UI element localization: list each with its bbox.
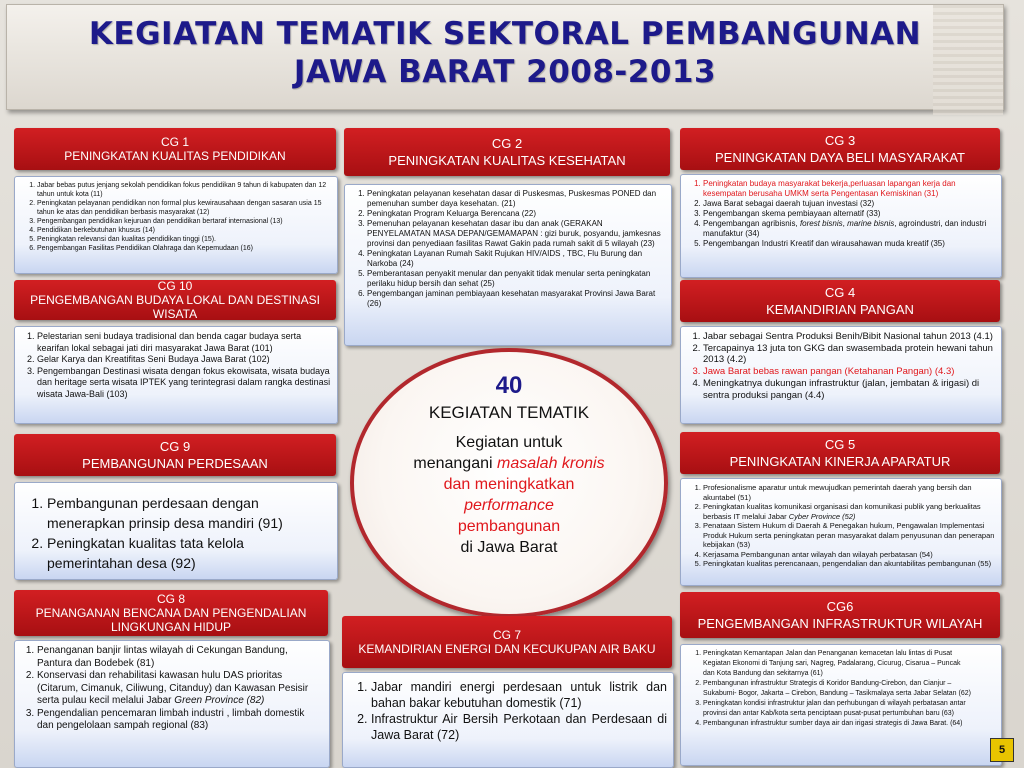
cg4-item: 1. Jabar sebagai Sentra Produksi Benih/Bibit Nasional tahun 2013 (4.1)	[703, 331, 995, 343]
decorative-stripes	[933, 5, 1003, 115]
cg8-item	[37, 670, 323, 708]
cg1-item: 2. Peningkatan pelayanan pendidikan non formal plus kewirausahaan dengan sasaran usia 15 tahun ke atas dan pendidikan berbasis masyarakat (12)	[37, 199, 331, 217]
cg1-code: CG 1	[160, 135, 189, 149]
cg9-list-box	[14, 482, 338, 580]
cg4-name: KEMANDIRIAN PANGAN	[766, 302, 914, 317]
cg5-item: 3. Penataan Sistem Hukum di Daerah & Penegakan hukum, Pengawalan Implementasi Produk Hukum serta peningkatan peran masyarakat dalam penyusunan dan penerapan kebijakan (53)	[703, 521, 995, 550]
cg5-item2-italic: Cyber Province (52)	[788, 511, 856, 521]
cg2-name: PENINGKATAN KUALITAS KESEHATAN	[388, 153, 626, 168]
cg10-list-box	[14, 326, 338, 424]
cg4-item: 4. Meningkatnya dukungan infrastruktur (jalan, jembatan & irigasi) di sentra produksi pangan (4.4)	[703, 378, 995, 401]
cg7-header	[342, 616, 672, 668]
cg2-header	[344, 128, 670, 176]
cg2-item: 6. Pengembangan jaminan pembiayaan kesehatan masyarakat Provinsi Jawa Barat (26)	[367, 289, 665, 309]
page-title-line1: KEGIATAN TEMATIK SEKTORAL PEMBANGUNAN	[88, 16, 922, 52]
cg9-code: CG 9	[159, 439, 191, 454]
cg5-item	[703, 502, 995, 521]
cg8-item2-text: Konservasi dan rehabilitasi kawasan hulu DAS prioritas (Citarum, Cimanuk, Ciliwung, Citanduy) dan Kawasan Pesisir serta pulau kecil melalui Jabar	[37, 670, 309, 706]
center-desc-highlight: performance	[464, 497, 554, 514]
cg8-list-box	[14, 640, 330, 768]
cg7-list-box	[342, 672, 674, 768]
cg10-item: 2. Gelar Karya dan Kreatifitas Seni Budaya Jawa Barat (102)	[37, 354, 331, 366]
cg3-item4-italic: marine bisnis	[847, 219, 895, 228]
cg8-header	[14, 590, 328, 636]
cg7-item: 1. Jabar mandiri energi perdesaan untuk listrik dan bahan bakar kebutuhan domestik (71)	[371, 679, 667, 711]
cg3-item: 2. Jawa Barat sebagai daerah tujuan investasi (32)	[703, 199, 995, 209]
cg1-name: PENINGKATAN KUALITAS PENDIDIKAN	[64, 149, 286, 163]
cg6-item: 1. Peningkatan Kemantapan Jalan dan Penanganan kemacetan lalu lintas di Pusat Kegiatan Ekonomi di Tanjung sari, Nagreg, Padalarang, Cicurug, Cisarua – Puncak dan Kota Bandung dan sekitarnya (61)	[703, 649, 971, 679]
cg3-item: 1. Peningkatan budaya masyarakat bekerja,perluasan lapangan kerja dan kesempatan berusaha UMKM serta Pengentasan Kemiskinan (31)	[703, 179, 995, 199]
cg2-item: 2. Peningkatan Program Keluarga Berencana (22)	[367, 209, 665, 219]
cg5-item: 4. Kerjasama Pembangunan antar wilayah dan wilayah perbatasan (54)	[703, 550, 995, 560]
cg3-item4-text: Pengembangan agribisnis,	[703, 219, 800, 228]
cg6-item: 4. Pembangunan infrastruktur sumber daya air dan irigasi strategis di Jawa Barat. (64)	[703, 719, 971, 729]
cg10-item: 3. Pengembangan Destinasi wisata dengan fokus ekowisata, wisata budaya dan heritage serta wisata IPTEK yang terintegrasi dalam rangka destinasi wisata Jawa-Bali (103)	[37, 366, 331, 401]
cg6-item: 2. Pembangunan infrastruktur Strategis di Koridor Bandung-Cirebon, dan Cianjur – Sukabumi- Bogor, Jakarta – Cirebon, Bandung – Tasikmalaya serta Jabar Selatan (62)	[703, 679, 971, 699]
cg8-item: 1. Penanganan banjir lintas wilayah di Cekungan Bandung, Pantura dan Bodebek (81)	[37, 645, 323, 670]
cg2-list-box	[344, 184, 672, 346]
cg5-header	[680, 432, 1000, 474]
cg5-list-box	[680, 478, 1002, 586]
cg2-item: 3. Pemenuhan pelayanan kesehatan dasar ibu dan anak (GERAKAN PENYELAMATAN MASA DEPAN/GEMAMAPAN : gizi buruk, posyandu, jamkesnas provinsi dan penyediaan fasilitas Rawat Gakin pada rumah sakit di 5 wilayah (23)	[367, 219, 665, 249]
center-description	[354, 432, 664, 558]
page-title-line2: JAWA BARAT 2008-2013	[293, 54, 717, 90]
center-desc-text: menangani	[413, 455, 497, 472]
cg8-item2-italic: Green Province (82)	[174, 695, 265, 706]
cg3-header	[680, 128, 1000, 170]
cg2-item: 4. Peningkatan Layanan Rumah Sakit Rujukan HIV/AIDS , TBC, Flu Burung dan Narkoba (24)	[367, 249, 665, 269]
cg3-code: CG 3	[824, 133, 856, 148]
center-desc-text: di Jawa Barat	[460, 539, 558, 556]
cg6-code: CG6	[826, 599, 854, 614]
cg7-name: KEMANDIRIAN ENERGI DAN KECUKUPAN AIR BAKU	[358, 642, 656, 656]
cg5-name: PENINGKATAN KINERJA APARATUR	[729, 454, 951, 469]
cg3-item4-italic: forest bisnis	[799, 219, 843, 228]
page-number: 5	[990, 738, 1014, 762]
center-title: KEGIATAN TEMATIK	[428, 403, 590, 422]
cg9-name: PEMBANGUNAN PERDESAAN	[82, 456, 268, 471]
center-desc-highlight: dan meningkatkan	[443, 476, 575, 493]
cg1-item: 5. Peningkatan relevansi dan kualitas pendidikan tinggi (15).	[37, 235, 331, 244]
cg8-name: PENANGANAN BENCANA DAN PENGENDALIAN LINGKUNGAN HIDUP	[35, 606, 307, 634]
cg3-item4-sep: ,	[842, 219, 848, 228]
cg3-item: 5. Pengembangan Industri Kreatif dan wirausahawan muda kreatif (35)	[703, 239, 995, 249]
cg1-header	[14, 128, 336, 170]
cg6-name: PENGEMBANGAN INFRASTRUKTUR WILAYAH	[697, 616, 983, 631]
cg4-list-box	[680, 326, 1002, 424]
cg10-header	[14, 280, 336, 320]
title-banner	[6, 4, 1004, 110]
cg3-list-box	[680, 174, 1002, 278]
cg4-code: CG 4	[824, 285, 856, 300]
cg10-name: PENGEMBANGAN BUDAYA LOKAL DAN DESTINASI WISATA	[30, 293, 320, 321]
cg9-item: 2. Peningkatan kualitas tata kelola pemerintahan desa (92)	[47, 533, 331, 573]
cg3-item4-text: , agroindustri, dan industri manufaktur (34)	[703, 219, 987, 238]
cg1-item: 4. Pendidikan berkebutuhan khusus (14)	[37, 226, 331, 235]
cg3-item: 3. Pengembangan skema pembiayaan alternatif (33)	[703, 209, 995, 219]
cg6-header	[680, 592, 1000, 638]
cg10-item: 1. Pelestarian seni budaya tradisional dan benda cagar budaya serta kearifan lokal sebagai jati diri masyarakat Jawa Barat (101)	[37, 331, 331, 354]
cg9-item: 1. Pembangunan perdesaan dengan menerapkan prinsip desa mandiri (91)	[47, 493, 331, 533]
cg5-item: 5. Peningkatan kualitas perencanaan, pengendalian dan akuntabilitas pembangunan (55)	[703, 559, 995, 569]
cg5-code: CG 5	[824, 437, 856, 452]
cg4-header	[680, 280, 1000, 322]
cg6-list-box	[680, 644, 1002, 766]
center-desc-highlight: masalah kronis	[497, 455, 605, 472]
cg4-item: 2. Tercapainya 13 juta ton GKG dan swasembada protein hewani tahun 2013 (4.2)	[703, 343, 995, 366]
thematic-count: 40	[495, 372, 523, 399]
cg2-item: 1. Peningkatan pelayanan kesehatan dasar di Puskesmas, Puskesmas PONED dan pemenuhan sumber daya kesehatan. (21)	[367, 189, 665, 209]
cg4-item: 3. Jawa Barat bebas rawan pangan (Ketahanan Pangan) (4.3)	[703, 366, 995, 378]
cg1-item: 1. Jabar bebas putus jenjang sekolah pendidikan fokus pendidikan 9 tahun di kabupaten dan 12 tahun untuk kota (11)	[37, 181, 331, 199]
cg2-code: CG 2	[491, 136, 523, 151]
cg7-item: 2. Infrastruktur Air Bersih Perkotaan dan Perdesaan di Jawa Barat (72)	[371, 711, 667, 743]
cg2-item: 5. Pemberantasan penyakit menular dan penyakit tidak menular serta peningkatan perilaku hidup bersih dan sehat (25)	[367, 269, 665, 289]
center-desc-highlight: pembangunan	[457, 518, 561, 535]
center-summary-circle	[350, 348, 668, 618]
cg3-name: PENINGKATAN DAYA BELI MASYARAKAT	[715, 150, 965, 165]
cg1-item: 3. Pengembangan pendidikan kejuruan dan pendidikan bertaraf internasional (13)	[37, 217, 331, 226]
cg8-code: CG 8	[156, 592, 185, 606]
center-desc-text: Kegiatan untuk	[455, 434, 563, 451]
cg10-code: CG 10	[157, 279, 193, 293]
cg5-item: 1. Profesionalisme aparatur untuk mewujudkan pemerintah daerah yang bersih dan akuntabel (51)	[703, 483, 995, 502]
cg6-item: 3. Peningkatan kondisi infrastruktur jalan dan perhubungan di wilayah perbatasan antar provinsi dan antar Kab/kota serta penciptaan pusat-pusat pertumbuhan baru (63)	[703, 699, 971, 719]
cg9-header	[14, 434, 336, 476]
cg1-item: 6. Pengembangan Fasilitas Pendidikan Olahraga dan Kepemudaan (16)	[37, 244, 331, 253]
cg5-item2-text: Peningkatan kualitas komunikasi organisasi dan komunikasi publik yang berkualitas berbasis IT melalui Jabar	[703, 502, 981, 521]
cg3-item	[703, 219, 995, 239]
cg1-list-box	[14, 176, 338, 274]
cg8-item: 3. Pengendalian pencemaran limbah industri , limbah domestik dan pengelolaan sampah regional (83)	[37, 708, 323, 733]
cg7-code: CG 7	[492, 628, 521, 642]
